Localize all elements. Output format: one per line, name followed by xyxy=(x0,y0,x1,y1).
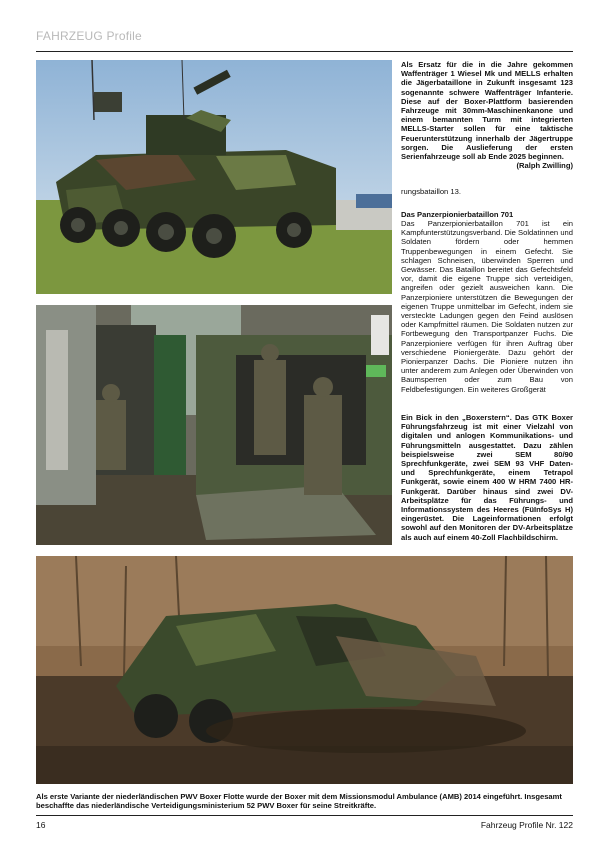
photo-caption-weapon-carrier xyxy=(401,60,573,170)
running-header: FAHRZEUG Profile xyxy=(36,29,142,43)
section-heading-pionier: Das Panzerpionierbataillon 701 xyxy=(401,210,514,219)
photo-boxer-command-rear xyxy=(36,305,392,545)
photo-credit: (Ralph Zwilling) xyxy=(516,161,573,171)
section-text-pionier: Das Panzerpionierbataillon 701 ist ein Kampfunterstützungsverband. Die Soldatinnen und Soldaten fördern oder hemmen Truppenbewegungen in einem Gefecht. Sie schlagen Schneisen, überwinden Sperren und Gewässer. Das Bataillon bereitet das Gefechtsfeld vor, damit die eigene Truppe sich verteidigen, angreifen oder gezielt ausweichen kann. Die Panzerpioniere unterstützen die Bewegungen der eigenen Truppe unmittelbar im Gefecht, indem sie versteckte Ladungen gegen den Feind auslösen oder Kampfmittel räumen. Die Soldaten nutzen zur Fortbewegung den Transportpanzer Fuchs. Die Panzerpioniere verfügen für ihren Auftrag über verschiedene Pioniergeräte. Dazu gehört der Pionierpanzer Dachs. Die Pioniere nutzen ihn unter anderem zum Anlegen oder Überwinden von Baumsperren oder zum Bau von Feldbefestigungen. Ein weiteres Großgerät xyxy=(401,219,573,394)
footer-rule xyxy=(36,815,573,816)
header-rule xyxy=(36,51,573,52)
caption-text: Als Ersatz für die in die Jahre gekommen Waffenträger 1 Wiesel Mk und MELLS erhalten die Jägerbataillone in Zukunft insgesamt 123 sogenannte schwere Waffenträger Infanterie. Diese auf der Boxer-Plattform basierenden Fahrzeuge mit 30mm-Maschinenkanone und einem bemannten Turm mit integrierten MELLS-Starter sollen für eine taktische Feuerunterstützung innerhalb der Jägertruppe sorgen. Die Auslieferung der ersten Serienfahrzeuge soll ab Ende 2025 beginnen. xyxy=(401,60,573,162)
photo-caption-ambulance: Als erste Variante der niederländischen PWV Boxer Flotte wurde der Boxer mit dem Missionsmodul Ambulance (AMB) 2014 eingeführt. Insgesamt beschaffte das niederländische Verteidigungsministerium 52 PWV Boxer für seine Streitkräfte. xyxy=(36,792,562,811)
page-number: 16 xyxy=(36,820,46,830)
body-continuation: rungsbataillon 13. xyxy=(401,187,461,196)
photo-boxer-ambulance xyxy=(36,556,573,784)
photo-boxer-weapon-carrier xyxy=(36,60,392,294)
magazine-issue: Fahrzeug Profile Nr. 122 xyxy=(480,820,573,830)
section-text-boxerstern: Ein Bick in den „Boxerstern“. Das GTK Boxer Führungsfahrzeug ist mit einer Vielzahl von digitalen und anlogen Kommunikations- und Führungsmitteln ausgestattet. Dazu zählen beispielsweise zwei SEM 80/90 Sprechfunkgeräte, zwei SEM 93 VHF Daten- und Sprechfunkgeräte, einem Tetrapol Funkgerät, sowie einem 400 W HRM 7400 HR-Funkgerät. Darüber hinaus sind zwei DV-Arbeitsplätze für das Führungs- und Informationssystem des Heeres (FüInfoSys H) eingerüstet. Die Lageinformationen erfolgt sowohl auf den Monitoren der DV-Arbeitsplätze als auch auf einem 40-Zoll Flachbildschirm. xyxy=(401,413,573,542)
